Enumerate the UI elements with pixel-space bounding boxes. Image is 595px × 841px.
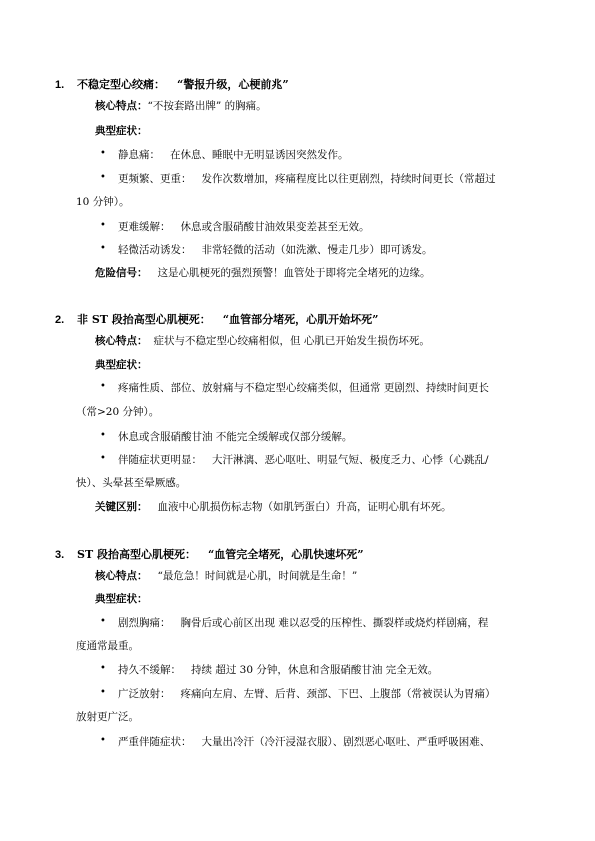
section-2-bullet-3: 伴随症状更明显： 大汗淋漓、恶心呕吐、明显气短、极度乏力、心悸（心跳乱/ (118, 454, 489, 466)
section-2-bullet-2: 休息或含服硝酸甘油 不能完全缓解或仅部分缓解。 (118, 431, 353, 443)
section-1-core: 核心特点：“不按套路出牌” 的胸痛。 (95, 100, 267, 112)
bullet-marker: • (100, 172, 106, 183)
section-1-bullet-1: 静息痛： 在休息、睡眠中无明显诱因突然发作。 (118, 149, 349, 161)
section-2-title: 2. 非 ST 段抬高型心肌梗死： “血管部分堵死，心肌开始坏死” (55, 313, 379, 326)
bullet-marker: • (100, 381, 106, 392)
section-1-bullet-2: 更频繁、更重： 发作次数增加，疼痛程度比以往更剧烈，持续时间更长（常超过 (118, 173, 496, 185)
section-3-title: 3. ST 段抬高型心肌梗死： “血管完全堵死，心肌快速坏死” (55, 548, 364, 561)
section-1-symptoms-label: 典型症状： (95, 125, 148, 137)
section-3-symptoms-label: 典型症状： (95, 593, 148, 605)
section-3-bullet-1-cont: 度通常最重。 (76, 640, 139, 652)
section-1-bullet-4: 轻微活动诱发： 非常轻微的活动（如洗漱、慢走几步）即可诱发。 (118, 244, 433, 256)
bullet-marker: • (100, 687, 106, 698)
section-1-bullet-2-cont: 10 分钟）。 (76, 196, 130, 208)
bullet-marker: • (100, 735, 106, 746)
bullet-marker: • (100, 220, 106, 231)
section-3-bullet-3: 广泛放射： 疼痛向左肩、左臂、后背、颈部、下巴、上腹部（常被误认为胃痛） (118, 688, 496, 700)
bullet-marker: • (100, 453, 106, 464)
section-2-bullet-1: 疼痛性质、部位、放射痛与不稳定型心绞痛类似，但通常 更剧烈、持续时间更长 (118, 382, 489, 394)
section-2-bullet-1-cont: （常>20 分钟）。 (76, 406, 160, 418)
section-3-bullet-4: 严重伴随症状： 大量出冷汗（冷汗浸湿衣服）、剧烈恶心呕吐、严重呼吸困难、 (118, 736, 491, 748)
section-2-note: 关键区别： 血液中心肌损伤标志物（如肌钙蛋白）升高，证明心肌有坏死。 (95, 501, 452, 513)
bullet-marker: • (100, 430, 106, 441)
section-1-title: 1. 不稳定型心绞痛： “警报升级，心梗前兆” (55, 78, 289, 91)
section-2-core: 核心特点： 症状与不稳定型心绞痛相似，但 心肌已开始发生损伤坏死。 (95, 335, 430, 347)
bullet-marker: • (100, 148, 106, 159)
section-3-bullet-3-cont: 放射更广泛。 (76, 711, 139, 723)
section-3-bullet-2: 持久不缓解： 持续 超过 30 分钟，休息和含服硝酸甘油 完全无效。 (118, 664, 439, 676)
bullet-marker: • (100, 663, 106, 674)
section-3-core: 核心特点： “最危急！时间就是心肌，时间就是生命！” (95, 570, 358, 582)
section-1-bullet-3: 更难缓解： 休息或含服硝酸甘油效果变差甚至无效。 (118, 221, 370, 233)
section-1-note: 危险信号： 这是心肌梗死的强烈预警！血管处于即将完全堵死的边缘。 (95, 267, 431, 279)
bullet-marker: • (100, 616, 106, 627)
section-2-symptoms-label: 典型症状： (95, 359, 148, 371)
bullet-marker: • (100, 243, 106, 254)
section-2-bullet-3-cont: 快）、头晕甚至晕厥感。 (76, 477, 187, 489)
section-3-bullet-1: 剧烈胸痛： 胸骨后或心前区出现 难以忍受的压榨性、撕裂样或烧灼样剧痛，程 (118, 617, 489, 629)
